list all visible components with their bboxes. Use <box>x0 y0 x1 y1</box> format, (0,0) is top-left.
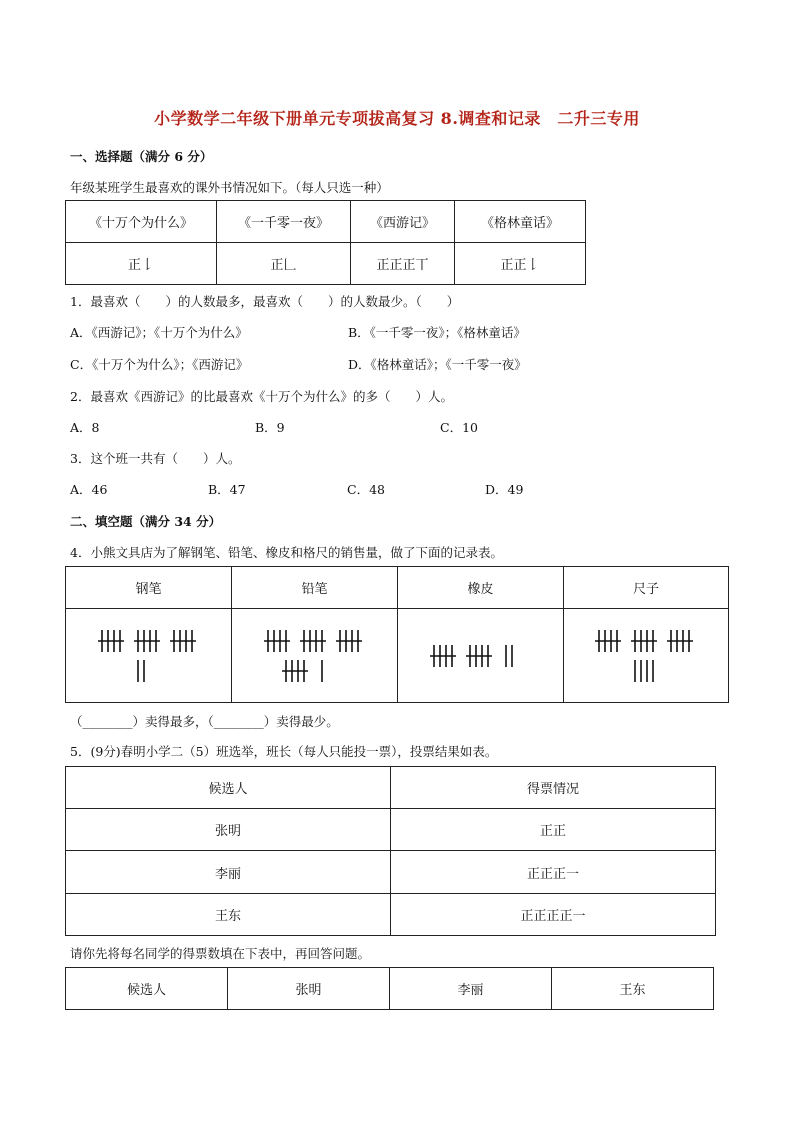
q4-answer-line: （________）卖得最多，（________）卖得最少。 <box>70 714 339 729</box>
tally-group <box>466 645 492 667</box>
tally-group <box>98 630 124 652</box>
book-survey-table <box>65 200 586 285</box>
section-heading-choice: 一、选择题（满分 6 分） <box>70 149 213 164</box>
q5-prompt: 请你先将每名同学的得票数填在下表中，再回答问题。 <box>70 946 371 961</box>
q1-option-a: A．《西游记》；《十万个为什么》 <box>70 325 248 340</box>
question-5: 5．(9分)春明小学二（5）班选举，班长（每人只能投一票），投票结果如表。 <box>70 744 498 759</box>
vote-count-table <box>65 967 714 1010</box>
q2-option-b: B．9 <box>255 420 285 435</box>
q1-option-d: D．《格林童话》；《一千零一夜》 <box>348 357 527 372</box>
stationery-tally-cell <box>232 609 398 703</box>
book-header: 《十万个为什么》 <box>66 201 217 243</box>
question-3: 3．这个班一共有（ ）人。 <box>70 451 241 466</box>
question-2: 2．最喜欢《西游记》的比最喜欢《十万个为什么》的多（ ）人。 <box>70 389 453 404</box>
question-intro: 年级某班学生最喜欢的课外书情况如下。（每人只选一种） <box>70 180 389 195</box>
tally-group <box>138 660 144 682</box>
stationery-header: 铅笔 <box>232 567 398 609</box>
tally-group <box>300 630 326 652</box>
vote-header: 得票情况 <box>391 767 716 809</box>
book-tally: 正𠃊 <box>217 243 351 285</box>
book-tally: 正𠄌 <box>66 243 217 285</box>
candidate-votes: 正正 <box>391 809 716 851</box>
stationery-tally-cell <box>398 609 564 703</box>
stationery-header: 尺子 <box>564 567 729 609</box>
book-tally: 正正𠄌 <box>455 243 586 285</box>
q3-option-b: B．47 <box>208 482 246 497</box>
section-heading-fill: 二、填空题（满分 34 分） <box>70 514 222 529</box>
tally-group <box>506 645 512 667</box>
page-title: 小学数学二年级下册单元专项拔高复习 8.调查和记录 二升三专用 <box>154 109 640 128</box>
q3-option-c: C．48 <box>347 482 385 497</box>
stationery-header: 钢笔 <box>66 567 232 609</box>
stationery-table <box>65 566 729 703</box>
stationery-tally-cell <box>66 609 232 703</box>
tally-group <box>282 660 308 682</box>
tally-group <box>595 630 621 652</box>
tally-group <box>667 630 693 652</box>
candidate-name: 李丽 <box>66 851 391 894</box>
stationery-tally-cell <box>564 609 729 703</box>
candidate-votes: 正正正正一 <box>391 894 716 936</box>
tally-group <box>264 630 290 652</box>
candidate-votes: 正正正一 <box>391 851 716 894</box>
tally-marks <box>74 621 224 691</box>
question-4: 4．小熊文具店为了解钢笔、铅笔、橡皮和格尺的销售量，做了下面的记录表。 <box>70 545 503 560</box>
book-header: 《格林童话》 <box>455 201 586 243</box>
vote-table <box>65 766 716 936</box>
tally-group <box>336 630 362 652</box>
fill-header: 候选人 <box>66 968 228 1010</box>
fill-header: 王东 <box>552 968 714 1010</box>
tally-group <box>430 645 456 667</box>
vote-header: 候选人 <box>66 767 391 809</box>
book-header: 《一千零一夜》 <box>217 201 351 243</box>
tally-group <box>170 630 196 652</box>
candidate-name: 张明 <box>66 809 391 851</box>
tally-group <box>134 630 160 652</box>
book-header: 《西游记》 <box>351 201 455 243</box>
candidate-name: 王东 <box>66 894 391 936</box>
question-1: 1．最喜欢（ ）的人数最多，最喜欢（ ）的人数最少。（ ） <box>70 294 460 309</box>
q2-option-a: A．8 <box>70 420 100 435</box>
q3-option-d: D．49 <box>485 482 524 497</box>
tally-group <box>635 660 653 682</box>
q3-option-a: A．46 <box>70 482 108 497</box>
tally-marks <box>240 621 390 691</box>
fill-header: 李丽 <box>390 968 552 1010</box>
fill-header: 张明 <box>228 968 390 1010</box>
tally-marks <box>571 621 721 691</box>
book-tally: 正正正丅 <box>351 243 455 285</box>
tally-group <box>631 630 657 652</box>
q1-option-c: C．《十万个为什么》；《西游记》 <box>70 357 249 372</box>
stationery-header: 橡皮 <box>398 567 564 609</box>
q2-option-c: C．10 <box>440 420 478 435</box>
tally-marks <box>406 621 556 691</box>
q1-option-b: B．《一千零一夜》；《格林童话》 <box>348 325 526 340</box>
